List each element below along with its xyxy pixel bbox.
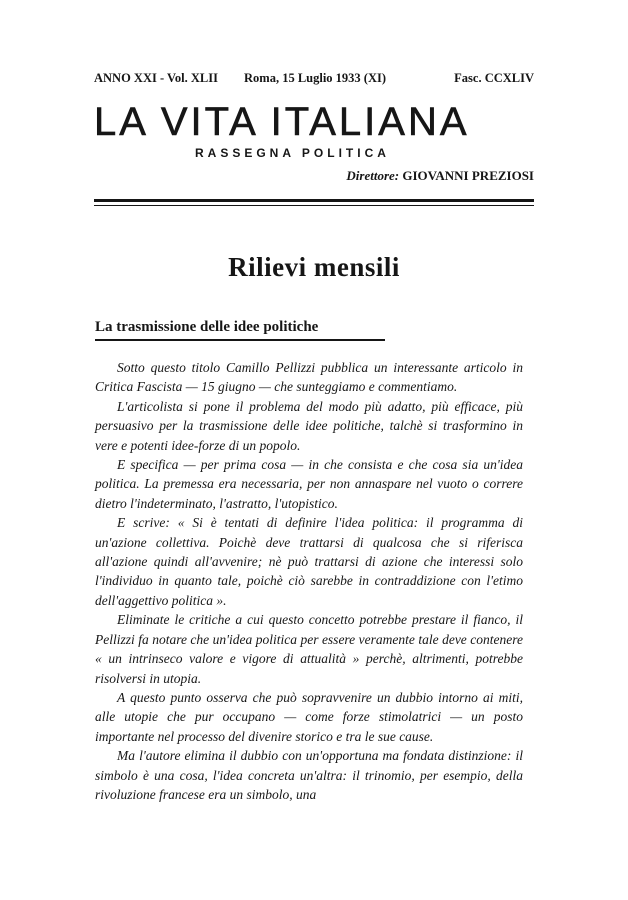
- journal-title: LA VITA ITALIANA: [94, 100, 470, 144]
- paragraph: E scrive: « Si è tentati di definire l'idea politica: il programma di un'azione collettiva. Poichè deve trattarsi di qualcosa che si riferisca all'azione quindi all'avvenire; nè può trattarsi di azione che interessi solo l'individuo in quanto tale, poichè ciò sarebbe in contraddizione con l'etimo dell'aggettivo politica ».: [95, 515, 523, 608]
- section-title: Rilievi mensili: [228, 252, 400, 282]
- place-date: Roma, 15 Luglio 1933 (XI): [244, 71, 387, 85]
- article-title-underline: [95, 339, 385, 341]
- director-line: [346, 168, 534, 184]
- masthead-rule-thick: [94, 199, 534, 202]
- issue-number: Fasc. CCXLIV: [454, 71, 534, 85]
- director-label: Direttore:: [346, 168, 400, 183]
- article-body: [95, 358, 523, 804]
- year-volume: ANNO XXI - Vol. XLII: [94, 71, 218, 85]
- journal-subtitle: RASSEGNA POLITICA: [195, 146, 390, 160]
- paragraph: A questo punto osserva che può sopravvenire un dubbio intorno ai miti, alle utopie che pur occupano — come forze stimolatrici — un posto importante nel processo del divenire storico e tra le sue cause.: [95, 689, 523, 744]
- masthead-rule-thin: [94, 205, 534, 206]
- paragraph: Ma l'autore elimina il dubbio con un'opportuna ma fondata distinzione: il simbolo è una cosa, l'idea concreta un'altra: il trinomio, per esempio, della rivoluzione francese era un simbolo, una: [95, 748, 523, 802]
- paragraph: Sotto questo titolo Camillo Pellizzi pubblica un interessante articolo in Critica Fascista — 15 giugno — che sunteggiamo e commentiamo.: [95, 360, 523, 395]
- paragraph: E specifica — per prima cosa — in che consista e che cosa sia un'idea politica. La premessa era necessaria, per non annaspare nel vuoto o correre dietro l'indeterminato, l'astratto, l'utopistico.: [95, 457, 523, 511]
- article-title: La trasmissione delle idee politiche: [95, 319, 319, 335]
- paragraph: L'articolista si pone il problema del modo più adatto, più efficace, più persuasivo per la trasmissione delle idee politiche, talchè si trasformino in vere e potenti idee-forze di un popolo.: [95, 398, 523, 453]
- paragraph: Eliminate le critiche a cui questo concetto potrebbe prestare il fianco, il Pellizzi fa notare che un'idea politica per essere veramente tale deve contenere « un intrinseco valore e vigore di attualità » perchè, altrimenti, potrebbe risolversi in utopia.: [95, 612, 523, 686]
- director-name: GIOVANNI PREZIOSI: [402, 168, 534, 183]
- masthead-info-line: [94, 70, 534, 86]
